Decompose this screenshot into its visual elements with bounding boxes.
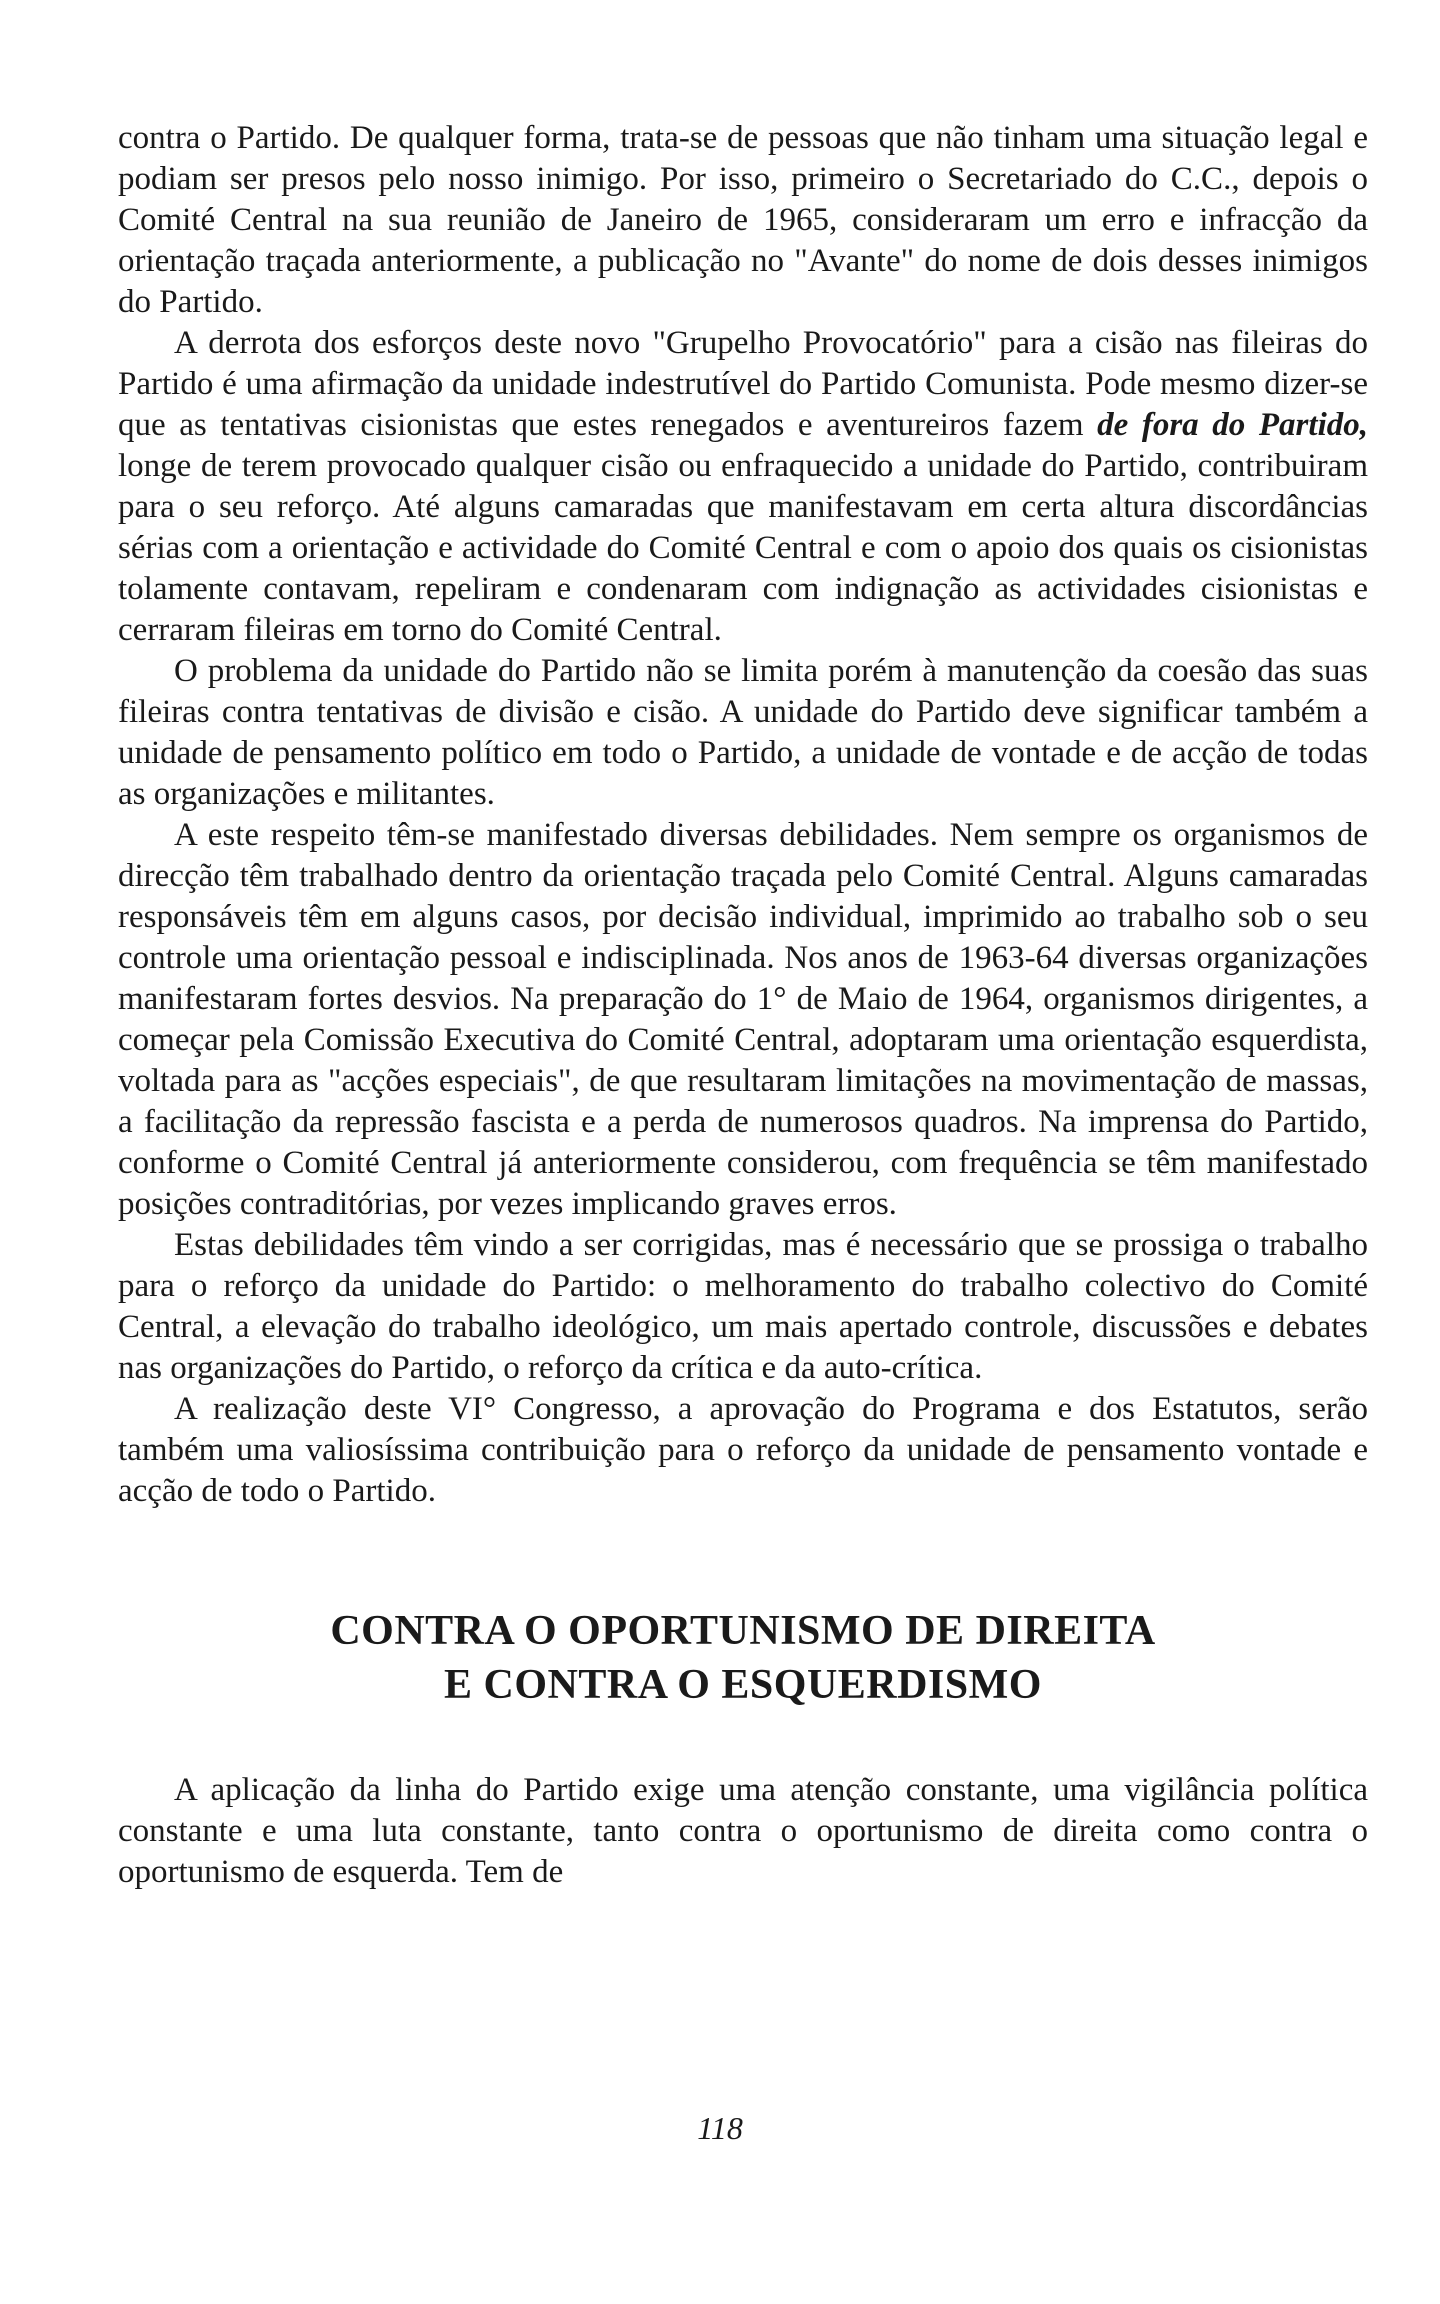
paragraph-party-line: A aplicação da linha do Partido exige uma atenção constante, uma vigilância política constante e uma luta constante, tanto contra o oportunismo de direita como contra o oportunismo de esquerda. Tem de [118,1772,1368,1890]
page-number: 118 [697,2110,743,2146]
paragraph-continuation: contra o Partido. De qualquer forma, trata-se de pessoas que não tinham uma situação legal e podiam ser presos pelo nosso inimigo. Por isso, primeiro o Secretariado do C.C., depois o Comité Central na sua reunião de Janeiro de 1965, consideraram um erro e infracção da orientação traçada anteriormente, a publicação no "Avante" do nome de dois desses inimigos do Partido. [118,120,1368,320]
section-heading-line-2: E CONTRA O ESQUERDISMO [444,1662,1042,1708]
paragraph-congress: A realização deste VI° Congresso, a aprovação do Programa e dos Estatutos, serão também uma valiosíssima contribuição para o reforço da unidade de pensamento vontade e acção de todo o Partido. [118,1391,1368,1509]
paragraph-corrections: Estas debilidades têm vindo a ser corrigidas, mas é necessário que se prossiga o trabalho para o reforço da unidade do Partido: o melhoramento do trabalho colectivo do Comité Central, a elevação do trabalho ideológico, um mais apertado controle, discussões e debates nas organizações do Partido, o reforço da crítica e da auto-crítica. [118,1227,1368,1386]
paragraph-text: longe de terem provocado qualquer cisão ou enfraquecido a unidade do Partido, contribuiram para o seu reforço. Até alguns camaradas que manifestavam em certa altura discordâncias sérias com a orientação e actividade do Comité Central e com o apoio dos quais os cisionistas tolamente contavam, repeliram e condenaram com indignação as actividades cisionistas e cerraram fileiras em torno do Comité Central. [118,448,1368,648]
document-page [118,118,1368,1893]
section-heading [118,1604,1368,1712]
paragraph-unity-problem: O problema da unidade do Partido não se limita porém à manutenção da coesão das suas fileiras contra tentativas de divisão e cisão. A unidade do Partido deve significar também a unidade de pensamento político em todo o Partido, a unidade de vontade e de acção de todas as organizações e militantes. [118,653,1368,812]
paragraph-unity-defeat [118,323,1368,651]
paragraph-text: A derrota dos esforços deste novo "Grupelho Provocatório" para a cisão nas fileiras do Partido é uma afirmação da unidade indestrutível do Partido Comunista. Pode mesmo dizer-se que as tentativas cisionistas que estes renegados e aventureiros fazem [118,325,1368,443]
emphasis-text: de fora do Partido, [1097,407,1368,443]
section-heading-line-1: CONTRA O OPORTUNISMO DE DIREITA [330,1608,1156,1654]
paragraph-weaknesses: A este respeito têm-se manifestado diversas debilidades. Nem sempre os organismos de direcção têm trabalhado dentro da orientação traçada pelo Comité Central. Alguns camaradas responsáveis têm em alguns casos, por decisão individual, imprimido ao trabalho sob o seu controle uma orientação pessoal e indisciplinada. Nos anos de 1963-64 diversas organizações manifestaram fortes desvios. Na preparação do 1° de Maio de 1964, organismos dirigentes, a começar pela Comissão Executiva do Comité Central, adoptaram uma orientação esquerdista, voltada para as "acções especiais", de que resultaram limitações na movimentação de massas, a facilitação da repressão fascista e a perda de numerosos quadros. Na imprensa do Partido, conforme o Comité Central já anteriormente considerou, com frequência se têm manifestado posições contraditórias, por vezes implicando graves erros. [118,817,1368,1222]
